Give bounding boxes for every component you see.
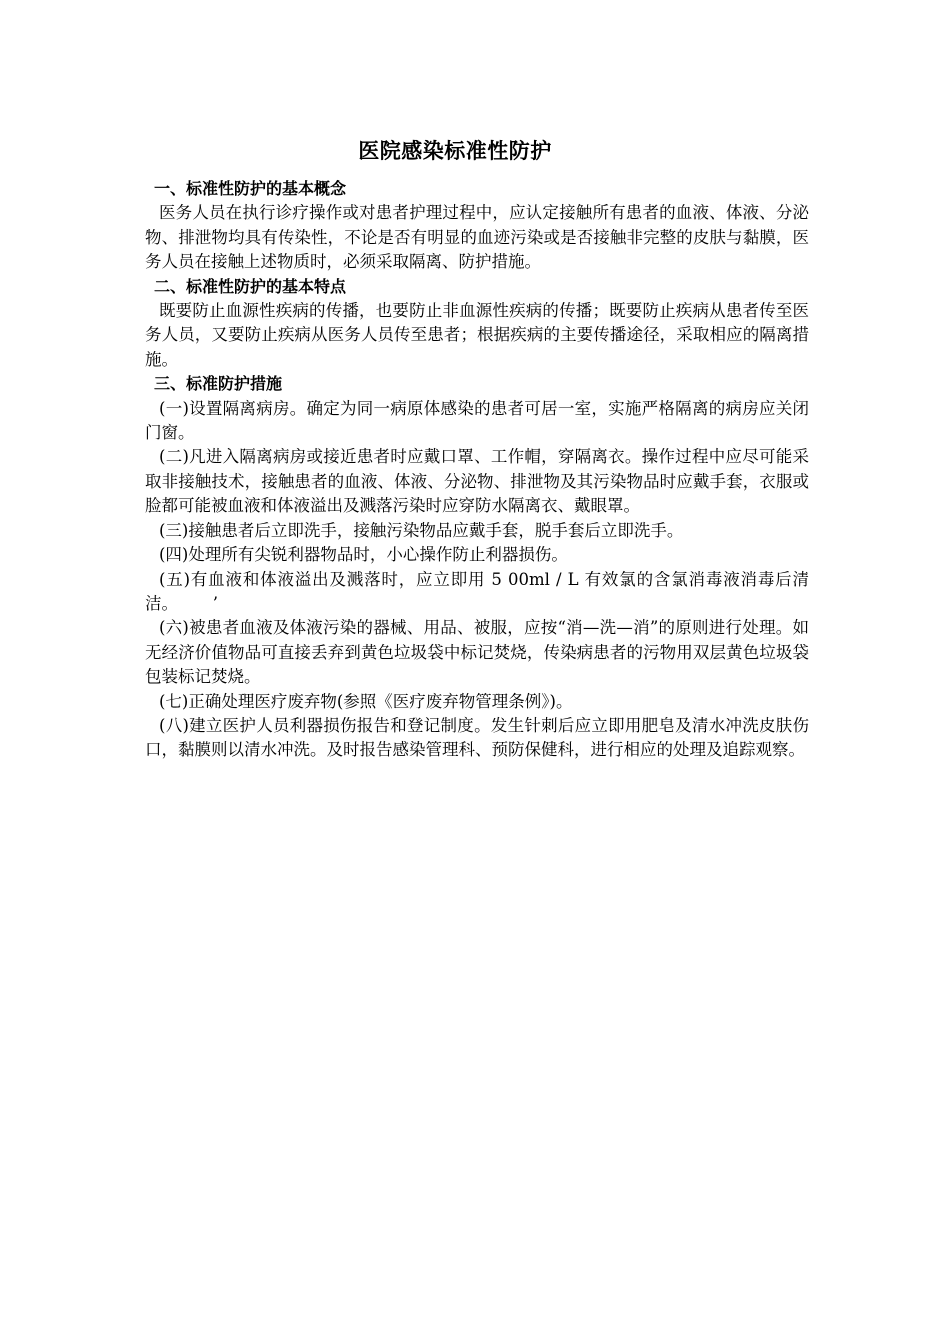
section-basic-features [145,275,809,373]
section-paragraph: 既要防止血源性疾病的传播，也要防止非血源性疾病的传播；既要防止疾病从患者传至医务人员，又要防止疾病从医务人员传至患者；根据疾病的主要传播途径，采取相应的隔离措施。 [145,301,809,369]
section-measures [145,372,809,763]
list-item [145,568,809,617]
list-item-text: (五)有血液和体液溢出及溅落时，应立即用 5 00ml / L 有效氯的含氯消毒液消毒后清洁。 [145,569,809,613]
section-heading: 二、标准性防护的基本特点 [154,276,347,296]
document-title: 医院感染标准性防护 [358,139,552,163]
list-item: (七)正确处理医疗废弃物(参照《医疗废弃物管理条例》)。 [159,691,573,711]
section-heading: 一、标准性防护的基本概念 [154,179,347,198]
stray-mark: ’ [212,593,218,613]
document-body [145,177,809,763]
list-item: (四)处理所有尖锐利器物品时，小心操作防止利器损伤。 [159,545,568,565]
section-heading: 三、标准防护措施 [154,374,283,394]
section-basic-concept [145,177,809,275]
list-item: (六)被患者血液及体液污染的器械、用品、被服，应按“消—洗—消”的原则进行处理。如无经济价值物品可直接丢弃到黄色垃圾袋中标记焚烧，传染病患者的污物用双层黄色垃圾袋包装标记焚烧。 [145,618,809,687]
section-paragraph: 医务人员在执行诊疗操作或对患者护理过程中，应认定接触所有患者的血液、体液、分泌物、排泄物均具有传染性，不论是否有明显的血迹污染或是否接触非完整的皮肤与黏膜，医务人员在接触上述物质时，必须采取隔离、防护措施。 [145,203,809,272]
list-item: (一)设置隔离病房。确定为同一病原体感染的患者可居一室，实施严格隔离的病房应关闭门窗。 [145,398,809,443]
list-item: (八)建立医护人员利器损伤报告和登记制度。发生针刺后应立即用肥皂及清水冲洗皮肤伤口，黏膜则以清水冲洗。及时报告感染管理科、预防保健科，进行相应的处理及追踪观察。 [145,715,809,760]
list-item: (二)凡进入隔离病房或接近患者时应戴口罩、工作帽，穿隔离衣。操作过程中应尽可能采取非接触技术，接触患者的血液、体液、分泌物、排泄物及其污染物品时应戴手套，衣服或脸都可能被血液和体液溢出及溅落污染时应穿防水隔离衣、戴眼罩。 [145,447,809,516]
list-item: (三)接触患者后立即洗手，接触污染物品应戴手套，脱手套后立即洗手。 [159,520,684,540]
